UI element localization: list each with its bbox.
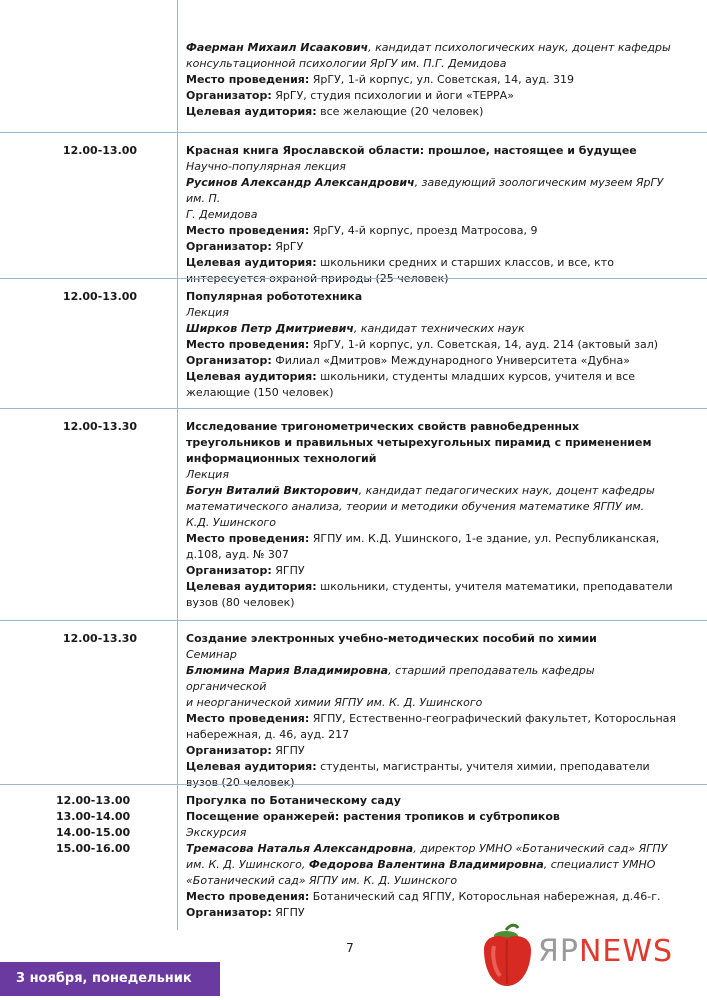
- event-description: [186, 631, 678, 791]
- event-speaker: Блюмина Мария Владимировна, старший преподаватель кафедры органической и неорганической химии ЯГПУ им. К. Д. Ушинского: [186, 664, 595, 709]
- event-audience: Целевая аудитория: школьники средних и старших классов, и все, кто интересуется охраной природы (25 человек): [186, 256, 614, 285]
- date-tab: 3 ноября, понедельник: [0, 962, 220, 996]
- event-audience: Целевая аудитория: школьники, студенты младших курсов, учителя и все желающие (150 человек): [186, 370, 636, 399]
- event-speaker: Русинов Александр Александрович, заведующий зоологическим музеем ЯрГУ им. П. Г. Демидова: [186, 176, 664, 221]
- event-time: 12.00-13.00 13.00-14.00 14.00-15.00 15.00-16.00: [56, 794, 131, 855]
- event-kind: Семинар: [186, 648, 237, 661]
- event-title: Популярная робототехника: [186, 290, 363, 303]
- event-venue: Место проведения: Ботанический сад ЯГПУ, Которосльная набережная, д.46-г.: [186, 890, 661, 903]
- event-kind: Научно-популярная лекция: [186, 160, 346, 173]
- event-row: [0, 408, 707, 621]
- yarnews-logo: [476, 920, 686, 990]
- event-time: 12.00-13.00: [62, 144, 138, 157]
- event-organizer: Организатор: ЯрГУ: [186, 240, 304, 253]
- event-row: [0, 278, 707, 409]
- event-kind: Лекция: [186, 468, 229, 481]
- event-time: 12.00-13.30: [62, 420, 138, 433]
- event-venue: Место проведения: ЯГПУ, Естественно-географический факультет, Которосльная набережная, д. 46, ауд. 217: [186, 712, 677, 741]
- event-speaker: Тремасова Наталья Александровна, директор УМНО «Ботанический сад» ЯГПУ им. К. Д. Ушинского, Федорова Валентина Владимировна, специалист УМНО «Ботанический сад» ЯГПУ им. К. Д. Ушинского: [186, 842, 668, 887]
- event-organizer: Организатор: Филиал «Дмитров» Международного Университета «Дубна»: [186, 354, 630, 367]
- event-audience: Целевая аудитория: студенты, магистранты, учителя химии, преподаватели вузов (20 человек): [186, 760, 650, 789]
- page-number: 7: [346, 941, 354, 955]
- event-title: Исследование тригонометрических свойств равнобедренных треугольников и правильных четырехугольных пирамид с применением информационных технологий: [186, 420, 652, 465]
- event-description: [186, 143, 678, 287]
- logo-wordmark: ЯРNEWS: [538, 934, 674, 969]
- event-description: [186, 289, 678, 401]
- event-row: [0, 784, 707, 931]
- event-time: 12.00-13.30: [62, 632, 138, 645]
- event-organizer: Организатор: ЯГПУ: [186, 906, 305, 919]
- event-description: [186, 419, 678, 611]
- event-title: Прогулка по Ботаническому саду Посещение оранжерей: растения тропиков и субтропиков: [186, 794, 560, 823]
- pepper-icon: [476, 920, 538, 990]
- event-speaker: Фаерман Михаил Исаакович, кандидат психологических наук, доцент кафедры консультационной психологии ЯрГУ им. П.Г. Демидова: [186, 41, 671, 70]
- event-description: [186, 793, 678, 921]
- event-organizer: Организатор: ЯрГУ, студия психологии и йоги «ТЕРРА»: [186, 89, 514, 102]
- event-speaker: Ширков Петр Дмитриевич, кандидат технических наук: [186, 322, 525, 335]
- event-title: Красная книга Ярославской области: прошлое, настоящее и будущее: [186, 144, 637, 157]
- event-speaker: Богун Виталий Викторович, кандидат педагогических наук, доцент кафедры математического анализа, теории и методики обучения математике ЯГПУ им. К.Д. Ушинского: [186, 484, 655, 529]
- event-title: Создание электронных учебно-методических пособий по химии: [186, 632, 597, 645]
- event-kind: Экскурсия: [186, 826, 247, 839]
- event-venue: Место проведения: ЯрГУ, 4-й корпус, проезд Матросова, 9: [186, 224, 538, 237]
- event-time: 12.00-13.00: [62, 290, 138, 303]
- event-kind: Лекция: [186, 306, 229, 319]
- event-audience: Целевая аудитория: школьники, студенты, учителя математики, преподаватели вузов (80 человек): [186, 580, 673, 609]
- event-organizer: Организатор: ЯГПУ: [186, 564, 305, 577]
- event-description: [186, 40, 678, 120]
- event-venue: Место проведения: ЯрГУ, 1-й корпус, ул. Советская, 14, ауд. 319: [186, 73, 574, 86]
- event-venue: Место проведения: ЯГПУ им. К.Д. Ушинского, 1-е здание, ул. Республиканская, д.108, ауд. № 307: [186, 532, 660, 561]
- event-venue: Место проведения: ЯрГУ, 1-й корпус, ул. Советская, 14, ауд. 214 (актовый зал): [186, 338, 659, 351]
- event-organizer: Организатор: ЯГПУ: [186, 744, 305, 757]
- event-row: [0, 132, 707, 285]
- event-row: [0, 620, 707, 789]
- event-audience: Целевая аудитория: все желающие (20 человек): [186, 105, 484, 118]
